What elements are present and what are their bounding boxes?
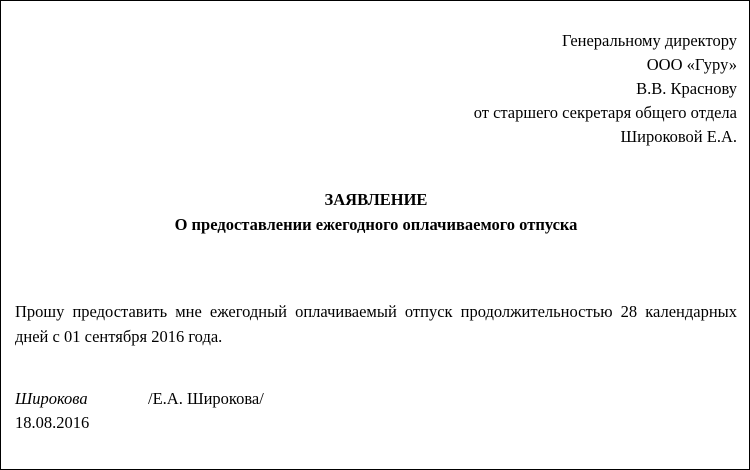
- document-subtitle: О предоставлении ежегодного оплачиваемого отпуска: [174, 215, 578, 234]
- application-date: 18.08.2016: [15, 413, 90, 432]
- addressee-name: В.В. Краснову: [636, 79, 737, 98]
- addressee-company: ООО «Гуру»: [646, 55, 737, 74]
- sender-name: Широковой Е.А.: [620, 127, 737, 146]
- signature-decoding: /Е.А. Широкова/: [148, 389, 264, 408]
- application-body: Прошу предоставить мне ежегодный оплачиваемый отпуск продолжительностью 28 календарных дней с 01 сентября 2016 года.: [15, 302, 737, 346]
- document-title: ЗАЯВЛЕНИЕ: [324, 190, 428, 209]
- addressee-block: [474, 29, 737, 149]
- document-heading: [1, 187, 750, 237]
- handwritten-signature: Широкова: [15, 389, 88, 408]
- sender-position: от старшего секретаря общего отдела: [473, 103, 737, 122]
- addressee-position: Генеральному директору: [562, 31, 737, 50]
